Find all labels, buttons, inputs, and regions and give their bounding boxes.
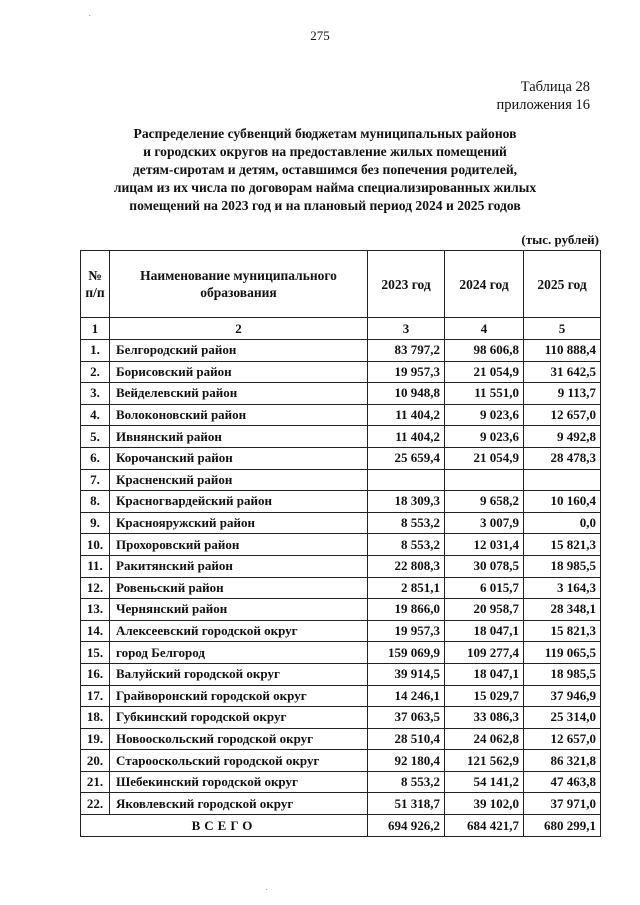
row-number: 14. (81, 620, 110, 642)
value-2025: 3 164,3 (524, 577, 601, 599)
row-number: 6. (81, 447, 110, 469)
municipality-name: Ракитянский район (110, 555, 368, 577)
value-2024: 20 958,7 (445, 599, 524, 621)
value-2025: 31 642,5 (524, 361, 601, 383)
row-number: 3. (81, 383, 110, 405)
row-number: 15. (81, 642, 110, 664)
value-2024: 109 277,4 (445, 642, 524, 664)
value-2025: 10 160,4 (524, 491, 601, 513)
value-2024: 21 054,9 (445, 447, 524, 469)
value-2025: 28 348,1 (524, 599, 601, 621)
value-2025: 37 946,9 (524, 685, 601, 707)
column-number: 2 (110, 318, 368, 340)
value-2024: 3 007,9 (445, 512, 524, 534)
value-2024: 12 031,4 (445, 534, 524, 556)
value-2024: 39 102,0 (445, 793, 524, 815)
total-2023: 694 926,2 (368, 815, 445, 837)
table-reference (497, 78, 590, 114)
municipality-name: Алексеевский городской округ (110, 620, 368, 642)
value-2024: 18 047,1 (445, 663, 524, 685)
value-2023: 8 553,2 (368, 512, 445, 534)
value-2024: 11 551,0 (445, 383, 524, 405)
value-2025: 119 065,5 (524, 642, 601, 664)
table-row (81, 793, 601, 815)
value-2025: 47 463,8 (524, 771, 601, 793)
municipality-name: Грайворонский городской округ (110, 685, 368, 707)
municipality-name: Шебекинский городской округ (110, 771, 368, 793)
municipality-name: Красненский район (110, 469, 368, 491)
municipality-name: Губкинский городской округ (110, 707, 368, 729)
table-row (81, 469, 601, 491)
scan-mark: ˙ (88, 14, 92, 25)
row-number: 18. (81, 707, 110, 729)
value-2023: 19 957,3 (368, 620, 445, 642)
column-number: 1 (81, 318, 110, 340)
value-2023: 2 851,1 (368, 577, 445, 599)
value-2024: 30 078,5 (445, 555, 524, 577)
table-row (81, 361, 601, 383)
table-row (81, 491, 601, 513)
value-2025: 110 888,4 (524, 340, 601, 362)
row-number: 1. (81, 340, 110, 362)
value-2025: 28 478,3 (524, 447, 601, 469)
table-ref-line-1: Таблица 28 (520, 79, 590, 95)
value-2025: 9 492,8 (524, 426, 601, 448)
municipality-name: город Белгород (110, 642, 368, 664)
municipality-name: Яковлевский городской округ (110, 793, 368, 815)
municipality-name: Борисовский район (110, 361, 368, 383)
value-2024: 24 062,8 (445, 728, 524, 750)
table-row (81, 685, 601, 707)
row-number: 19. (81, 728, 110, 750)
value-2024: 9 023,6 (445, 404, 524, 426)
municipality-name: Ровеньский район (110, 577, 368, 599)
table-ref-line-2: приложения 16 (496, 97, 590, 113)
table-row (81, 728, 601, 750)
table-row (81, 750, 601, 772)
municipality-name: Вейделевский район (110, 383, 368, 405)
header-2023: 2023 год (368, 251, 445, 318)
column-number: 3 (368, 318, 445, 340)
row-number: 2. (81, 361, 110, 383)
value-2023: 28 510,4 (368, 728, 445, 750)
table-row (81, 447, 601, 469)
table-header-row (81, 251, 601, 318)
municipality-name: Краснояружский район (110, 512, 368, 534)
value-2023: 14 246,1 (368, 685, 445, 707)
title-line: детям-сиротам и детям, оставшимся без попечения родителей, (132, 162, 518, 177)
table-row (81, 340, 601, 362)
value-2023: 37 063,5 (368, 707, 445, 729)
column-number: 5 (524, 318, 601, 340)
municipality-name: Новооскольский городской округ (110, 728, 368, 750)
value-2023: 18 309,3 (368, 491, 445, 513)
row-number: 12. (81, 577, 110, 599)
value-2023: 159 069,9 (368, 642, 445, 664)
title-line: Распределение субвенций бюджетам муниципальных районов (133, 126, 517, 141)
row-number: 22. (81, 793, 110, 815)
value-2023: 51 318,7 (368, 793, 445, 815)
value-2024: 18 047,1 (445, 620, 524, 642)
column-numbers-row (81, 318, 601, 340)
table-row (81, 707, 601, 729)
municipality-name: Валуйский городской округ (110, 663, 368, 685)
subsidy-table (80, 250, 601, 837)
scan-mark: ˙ (265, 888, 269, 899)
page-number: 275 (310, 28, 330, 43)
value-2024: 9 023,6 (445, 426, 524, 448)
value-2024: 121 562,9 (445, 750, 524, 772)
value-2025 (524, 469, 601, 491)
table-row (81, 771, 601, 793)
value-2023: 11 404,2 (368, 404, 445, 426)
total-label: ВСЕГО (81, 815, 368, 837)
value-2023: 25 659,4 (368, 447, 445, 469)
municipality-name: Ивнянский район (110, 426, 368, 448)
value-2025: 15 821,3 (524, 620, 601, 642)
municipality-name: Корочанский район (110, 447, 368, 469)
value-2025: 86 321,8 (524, 750, 601, 772)
value-2024: 21 054,9 (445, 361, 524, 383)
value-2023: 8 553,2 (368, 771, 445, 793)
municipality-name: Красногвардейский район (110, 491, 368, 513)
total-2025: 680 299,1 (524, 815, 601, 837)
value-2025: 12 657,0 (524, 404, 601, 426)
header-num: № п/п (81, 251, 110, 318)
table-row (81, 599, 601, 621)
value-2025: 9 113,7 (524, 383, 601, 405)
municipality-name: Прохоровский район (110, 534, 368, 556)
row-number: 11. (81, 555, 110, 577)
document-title (60, 125, 590, 215)
value-2023: 10 948,8 (368, 383, 445, 405)
value-2023: 39 914,5 (368, 663, 445, 685)
table-row (81, 663, 601, 685)
row-number: 9. (81, 512, 110, 534)
title-line: лицам из их числа по договорам найма специализированных жилых (113, 180, 537, 195)
value-2024: 54 141,2 (445, 771, 524, 793)
table-row (81, 383, 601, 405)
municipality-name: Волоконовский район (110, 404, 368, 426)
value-2023: 8 553,2 (368, 534, 445, 556)
value-2024: 6 015,7 (445, 577, 524, 599)
table-row (81, 642, 601, 664)
value-2025: 37 971,0 (524, 793, 601, 815)
value-2024: 15 029,7 (445, 685, 524, 707)
value-2024: 98 606,8 (445, 340, 524, 362)
row-number: 21. (81, 771, 110, 793)
value-2023: 22 808,3 (368, 555, 445, 577)
value-2024: 33 086,3 (445, 707, 524, 729)
value-2023 (368, 469, 445, 491)
value-2025: 18 985,5 (524, 555, 601, 577)
header-name: Наименование муниципального образования (110, 251, 368, 318)
title-line: и городских округов на предоставление жилых помещений (143, 144, 507, 159)
value-2025: 12 657,0 (524, 728, 601, 750)
value-2025: 25 314,0 (524, 707, 601, 729)
table-row (81, 426, 601, 448)
header-2025: 2025 год (524, 251, 601, 318)
table-row (81, 555, 601, 577)
row-number: 17. (81, 685, 110, 707)
table-row (81, 534, 601, 556)
value-2023: 11 404,2 (368, 426, 445, 448)
value-2023: 19 957,3 (368, 361, 445, 383)
row-number: 10. (81, 534, 110, 556)
table-row (81, 404, 601, 426)
row-number: 13. (81, 599, 110, 621)
row-number: 16. (81, 663, 110, 685)
units-label: (тыс. рублей) (521, 232, 599, 247)
value-2024: 9 658,2 (445, 491, 524, 513)
table-row (81, 620, 601, 642)
value-2025: 18 985,5 (524, 663, 601, 685)
table-row (81, 512, 601, 534)
total-row (81, 815, 601, 837)
value-2023: 19 866,0 (368, 599, 445, 621)
row-number: 7. (81, 469, 110, 491)
value-2023: 83 797,2 (368, 340, 445, 362)
value-2024 (445, 469, 524, 491)
header-2024: 2024 год (445, 251, 524, 318)
municipality-name: Чернянский район (110, 599, 368, 621)
value-2025: 0,0 (524, 512, 601, 534)
table-row (81, 577, 601, 599)
row-number: 20. (81, 750, 110, 772)
total-2024: 684 421,7 (445, 815, 524, 837)
municipality-name: Белгородский район (110, 340, 368, 362)
row-number: 5. (81, 426, 110, 448)
row-number: 8. (81, 491, 110, 513)
title-line: помещений на 2023 год и на плановый период 2024 и 2025 годов (129, 198, 521, 213)
value-2025: 15 821,3 (524, 534, 601, 556)
column-number: 4 (445, 318, 524, 340)
municipality-name: Старооскольский городской округ (110, 750, 368, 772)
table-body (81, 340, 601, 815)
value-2023: 92 180,4 (368, 750, 445, 772)
row-number: 4. (81, 404, 110, 426)
